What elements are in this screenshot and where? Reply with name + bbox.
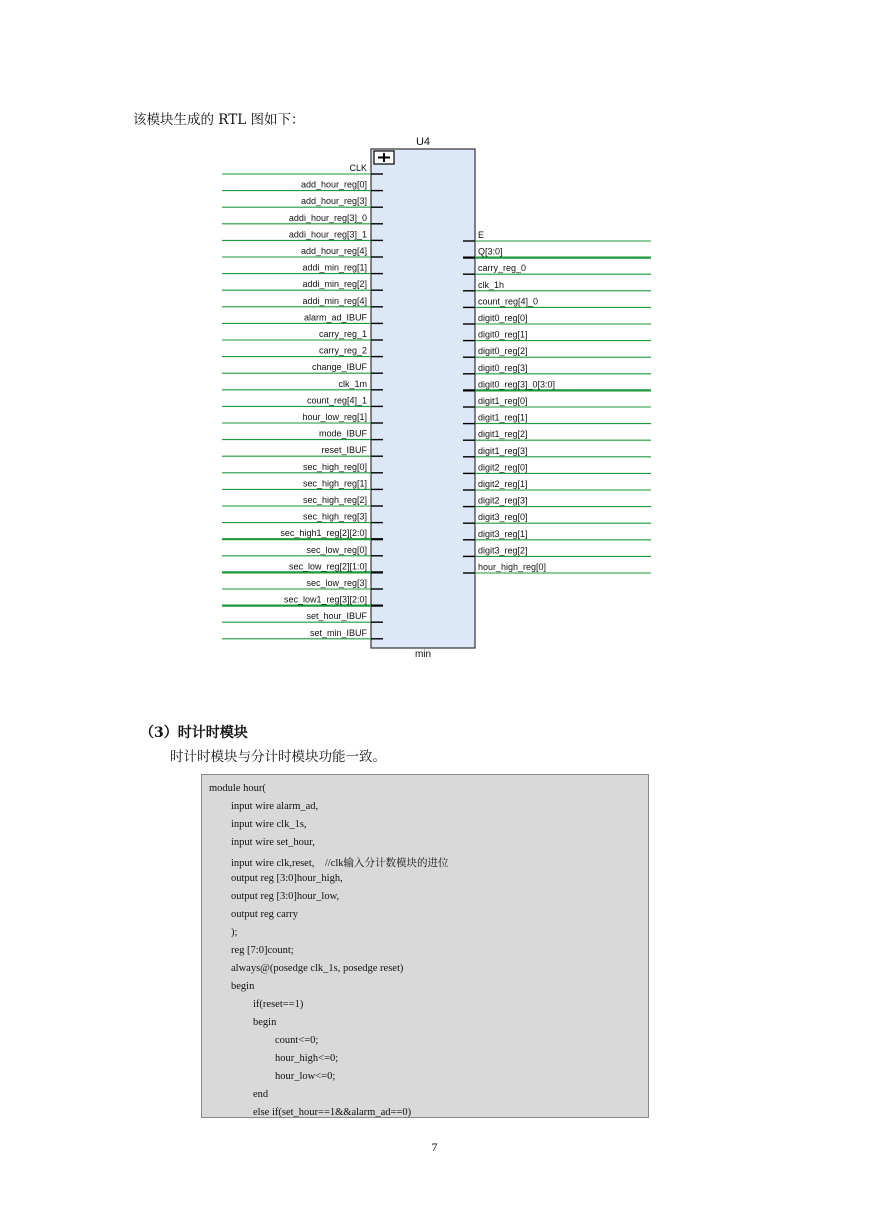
output-pin-label: Q[3:0]	[478, 246, 503, 257]
input-pin-label: addi_min_reg[1]	[302, 262, 367, 273]
code-line: input wire clk_1s,	[231, 819, 307, 830]
input-pin-label: sec_high_reg[2]	[302, 495, 367, 505]
page-number: 7	[431, 1140, 438, 1154]
input-pin-label: reset_IBUF	[321, 445, 367, 456]
output-pin-label: digit1_reg[3]	[478, 445, 528, 456]
module-block	[371, 149, 475, 648]
output-pin-label: digit3_reg[1]	[478, 528, 528, 539]
input-pin-label: add_hour_reg[3]	[300, 196, 367, 207]
code-line: input wire alarm_ad,	[231, 801, 319, 812]
output-pin-label: digit3_reg[0]	[478, 512, 528, 523]
output-pin-label: carry_reg_0	[478, 263, 527, 274]
input-pin-label: set_min_IBUF	[309, 627, 367, 638]
code-line: hour_high<=0;	[275, 1053, 339, 1064]
input-pin-label: sec_low_reg[3]	[306, 578, 367, 588]
code-line: always@(posedge clk_1s, posedge reset)	[231, 963, 404, 974]
input-pin-label: set_hour_IBUF	[306, 611, 367, 622]
code-line: count<=0;	[275, 1035, 319, 1046]
code-line: output reg [3:0]hour_high,	[231, 873, 343, 884]
input-pin-label: alarm_ad_IBUF	[303, 312, 367, 323]
code-line: output reg carry	[231, 909, 299, 920]
output-pin-label: digit1_reg[0]	[478, 396, 528, 406]
code-line: begin	[231, 981, 255, 992]
code-line: else if(set_hour==1&&alarm_ad==0)	[253, 1107, 412, 1118]
output-pin-label: digit2_reg[3]	[478, 495, 528, 506]
input-pin-label: sec_low1_reg[3][2:0]	[283, 594, 367, 605]
output-pin-label: digit2_reg[1]	[478, 479, 528, 489]
input-pin-label: add_hour_reg[0]	[300, 179, 367, 190]
input-pin-label: sec_high1_reg[2][2:0]	[280, 528, 367, 539]
input-pin-label: carry_reg_2	[318, 345, 367, 356]
output-pin-label: clk_1h	[478, 279, 505, 290]
output-pin-label: digit2_reg[0]	[478, 462, 528, 473]
code-line: );	[231, 927, 238, 938]
output-pin-label: digit1_reg[1]	[478, 412, 528, 423]
input-pin-label: addi_min_reg[2]	[302, 279, 367, 290]
input-pin-label: carry_reg_1	[318, 329, 367, 339]
output-pin-label: count_reg[4]_0	[478, 296, 539, 307]
section-description: 时计时模块与分计时模块功能一致。	[170, 749, 386, 765]
code-block	[201, 774, 649, 1118]
output-pin-label: digit0_reg[3]	[478, 362, 528, 373]
expand-icon[interactable]	[374, 151, 394, 164]
input-pin-label: clk_1m	[338, 378, 367, 389]
code-line: hour_low<=0;	[275, 1071, 336, 1082]
code-line: input wire clk,reset, //clk输入分计数模块的进位	[231, 858, 449, 869]
input-pin-label: add_hour_reg[4]	[300, 246, 367, 256]
output-pin-label: digit3_reg[2]	[478, 545, 528, 556]
input-pin-label: sec_low_reg[0]	[306, 544, 367, 555]
code-line: end	[253, 1089, 269, 1100]
code-line: output reg [3:0]hour_low,	[231, 891, 340, 902]
block-title: U4	[415, 136, 431, 148]
section-heading: （3）时计时模块	[140, 725, 248, 741]
block-subtitle: min	[414, 649, 432, 660]
input-pin-label: addi_hour_reg[3]_1	[288, 229, 367, 240]
input-pin-label: sec_high_reg[3]	[302, 511, 367, 522]
input-pin-label: hour_low_reg[1]	[302, 412, 367, 422]
output-pin-label: digit0_reg[2]	[478, 346, 528, 357]
intro-text: 该模块生成的 RTL 图如下：	[133, 112, 305, 128]
output-pin-label: digit0_reg[0]	[478, 313, 528, 323]
input-pin-label: count_reg[4]_1	[306, 395, 367, 406]
code-line: if(reset==1)	[253, 999, 304, 1010]
output-pin-label: digit0_reg[1]	[478, 329, 528, 340]
input-pin-label: addi_hour_reg[3]_0	[288, 212, 367, 223]
code-line: begin	[253, 1017, 277, 1028]
output-pin-label: digit0_reg[3]_0[3:0]	[478, 379, 556, 390]
input-pin-label: CLK	[349, 163, 367, 173]
input-pin-label: sec_high_reg[0]	[302, 461, 367, 472]
input-pin-label: addi_min_reg[4]	[302, 295, 367, 306]
code-line: reg [7:0]count;	[231, 945, 294, 956]
input-pin-label: sec_high_reg[1]	[302, 478, 367, 489]
output-pin-label: E	[478, 230, 485, 240]
output-pin-label: hour_high_reg[0]	[478, 562, 547, 572]
code-line: module hour(	[209, 783, 266, 794]
code-line: input wire set_hour,	[231, 837, 315, 848]
input-pin-label: mode_IBUF	[318, 428, 367, 439]
input-pin-label: sec_low_reg[2][1:0]	[288, 561, 367, 572]
output-pin-label: digit1_reg[2]	[478, 429, 528, 440]
input-pin-label: change_IBUF	[311, 362, 367, 373]
